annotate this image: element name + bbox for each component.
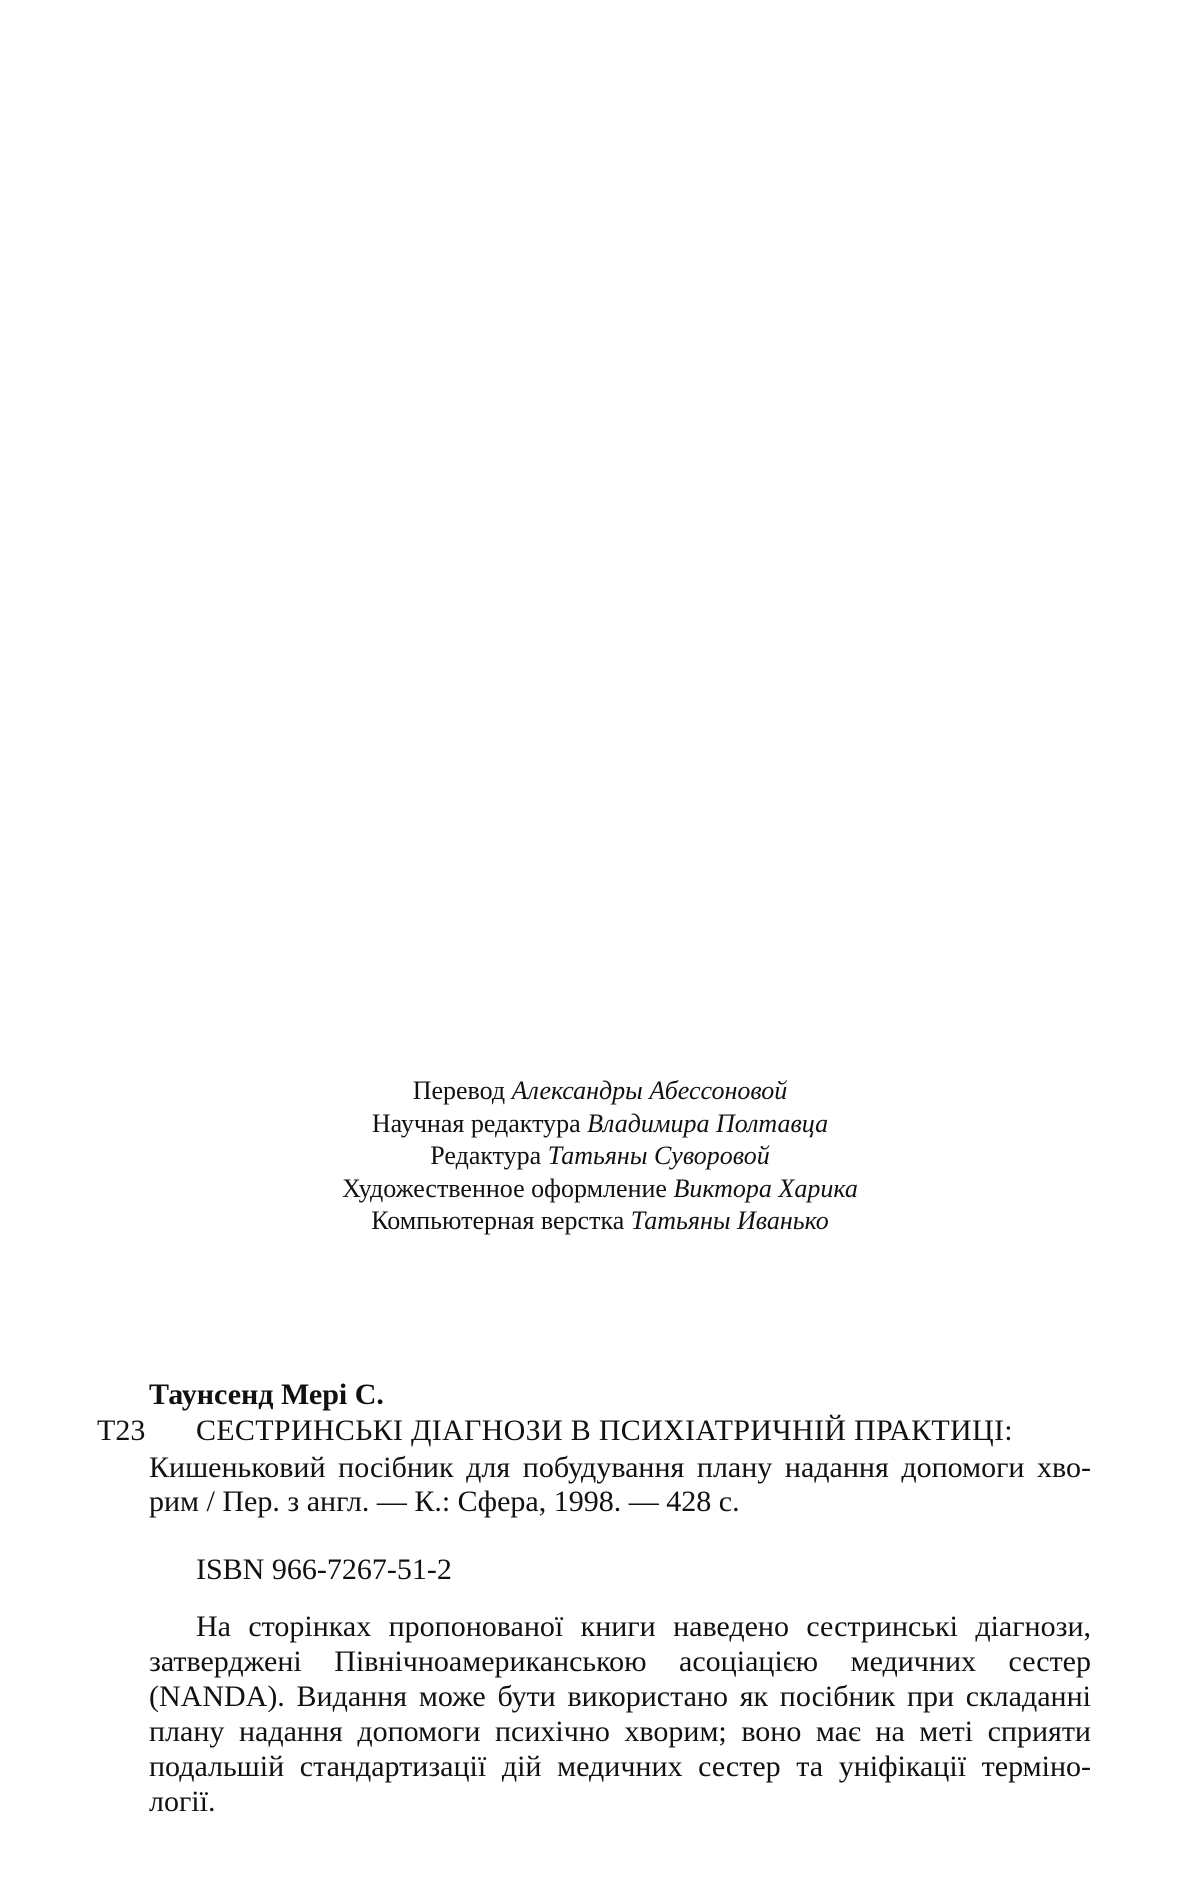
annotation-line: логії. — [149, 1785, 216, 1818]
annotation-line: На сторінках пропонованої книги наведено сестринські діагнози, — [196, 1610, 1091, 1643]
annotation-line: (NANDA). Видання може бути використано як посібник при складанні — [149, 1680, 1091, 1713]
credit-person: Александры Абессоновой — [511, 1076, 788, 1105]
credit-art-design — [0, 1173, 1200, 1206]
catalog-description — [149, 1451, 1091, 1519]
credits-block — [0, 1075, 1200, 1238]
annotation-line: плану надання допомоги психічно хворим; воно має на меті сприяти — [149, 1715, 1091, 1748]
catalog-isbn: ISBN 966-7267-51-2 — [196, 1553, 452, 1586]
credit-label: Перевод — [412, 1076, 506, 1105]
catalog-title: СЕСТРИНСЬКІ ДІАГНОЗИ В ПСИХІАТРИЧНІЙ ПРАКТИЦІ: — [196, 1414, 1013, 1447]
catalog-author: Таунсенд Мері С. — [149, 1378, 384, 1411]
credit-label: Научная редактура — [371, 1108, 581, 1138]
credit-person: Владимира Полтавца — [587, 1108, 829, 1138]
catalog-code: Т23 — [97, 1414, 146, 1447]
credit-label: Художественное оформление — [342, 1173, 667, 1203]
annotation-line: затверджені Північноамериканською асоціацією медичних сестер — [149, 1645, 1091, 1678]
annotation-line: подальшій стандартизації дій медичних сестер та уніфікації терміно- — [149, 1750, 1091, 1783]
credit-label: Компьютерная верстка — [371, 1206, 625, 1235]
credit-label: Редактура — [430, 1141, 542, 1170]
credit-layout — [0, 1205, 1200, 1238]
catalog-description-line: рим / Пер. з англ. — К.: Сфера, 1998. — 428 с. — [149, 1485, 740, 1518]
credit-translation — [0, 1075, 1200, 1108]
credit-person: Виктора Харика — [673, 1173, 858, 1203]
annotation-paragraph — [149, 1609, 1091, 1819]
credit-person: Татьяны Иванько — [630, 1206, 829, 1235]
credit-person: Татьяны Суворовой — [547, 1141, 770, 1170]
catalog-description-line: Кишеньковий посібник для побудування плану надання допомоги хво- — [149, 1451, 1091, 1484]
credit-editing — [0, 1140, 1200, 1173]
credit-scientific-editing — [0, 1108, 1200, 1141]
